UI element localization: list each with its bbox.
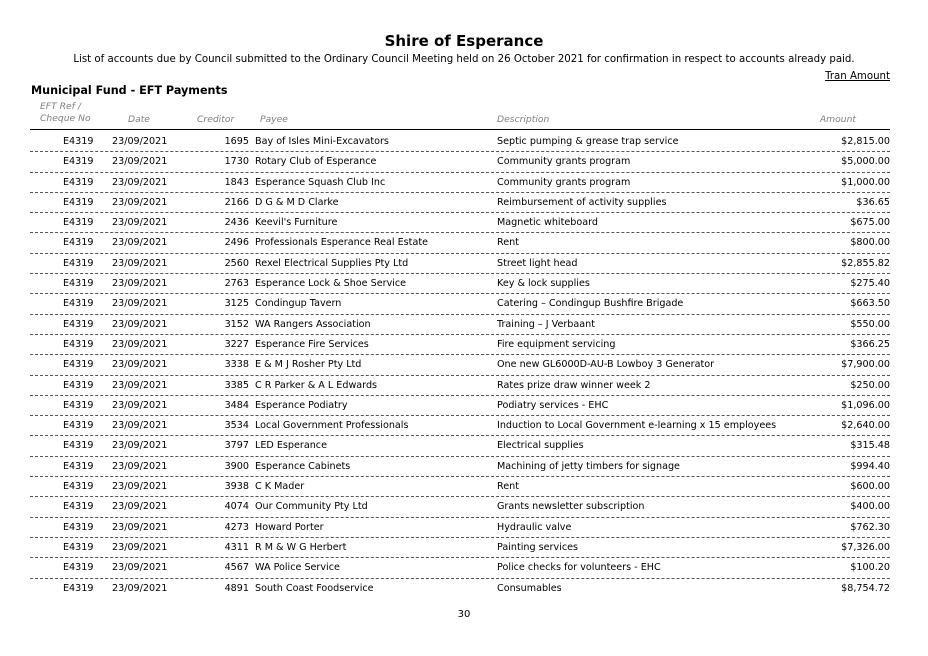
cell-amount: $762.30 (850, 521, 890, 533)
cell-amount: $36.65 (856, 196, 890, 208)
cell-ref: E4319 (63, 541, 94, 553)
cell-creditor: 4567 (224, 562, 249, 574)
cell-description: Induction to Local Government e-learning x 15 employees (497, 420, 777, 432)
cell-ref: E4319 (63, 359, 94, 371)
cell-description: Training – J Verbaant (497, 318, 595, 330)
table-row (0, 558, 928, 578)
column-header-ref: EFT Ref / Cheque No (40, 101, 91, 124)
table-row (0, 274, 928, 294)
cell-payee: R M & W G Herbert (255, 541, 347, 553)
cell-date: 23/09/2021 (112, 318, 168, 330)
table-row (0, 436, 928, 456)
cell-amount: $8,754.72 (841, 582, 890, 594)
table-row (0, 294, 928, 314)
tran-amount-label: Tran Amount (825, 71, 890, 82)
cell-amount: $2,640.00 (841, 420, 890, 432)
cell-amount: $663.50 (850, 298, 890, 310)
cell-amount: $100.20 (850, 562, 890, 574)
cell-description: Consumables (497, 582, 562, 594)
cell-date: 23/09/2021 (112, 196, 168, 208)
cell-date: 23/09/2021 (112, 136, 168, 147)
cell-payee: C R Parker & A L Edwards (255, 379, 378, 391)
cell-payee: Bay of Isles Mini-Excavators (255, 136, 389, 147)
cell-creditor: 4273 (224, 521, 249, 533)
cell-description: Reimbursement of activity supplies (497, 196, 667, 208)
cell-creditor: 3227 (224, 338, 249, 350)
cell-description: Rent (497, 481, 519, 493)
cell-description: Key & lock supplies (497, 278, 590, 290)
cell-ref: E4319 (63, 420, 94, 432)
cell-date: 23/09/2021 (112, 156, 168, 168)
cell-ref: E4319 (63, 298, 94, 310)
table-row (0, 518, 928, 538)
cell-ref: E4319 (63, 176, 94, 188)
table-row (0, 193, 928, 213)
cell-ref: E4319 (63, 379, 94, 391)
cell-amount: $250.00 (850, 379, 890, 391)
cell-ref: E4319 (63, 136, 94, 147)
cell-payee: Esperance Cabinets (255, 460, 351, 472)
cell-creditor: 3152 (224, 318, 249, 330)
cell-ref: E4319 (63, 460, 94, 472)
cell-description: One new GL6000D-AU-B Lowboy 3 Generator (497, 359, 715, 371)
column-header-date: Date (128, 114, 150, 125)
cell-date: 23/09/2021 (112, 237, 168, 249)
cell-creditor: 1730 (224, 156, 249, 168)
cell-ref: E4319 (63, 338, 94, 350)
cell-amount: $5,000.00 (841, 156, 890, 168)
cell-creditor: 2560 (224, 257, 249, 269)
table-row (0, 497, 928, 517)
cell-payee: Howard Porter (255, 521, 324, 533)
cell-date: 23/09/2021 (112, 298, 168, 310)
table-row (0, 355, 928, 375)
cell-amount: $800.00 (850, 237, 890, 249)
column-header-creditor: Creditor (197, 114, 235, 125)
cell-date: 23/09/2021 (112, 278, 168, 290)
cell-date: 23/09/2021 (112, 440, 168, 452)
cell-payee: Esperance Fire Services (255, 338, 369, 350)
table-row (0, 315, 928, 335)
cell-payee: Keevil's Furniture (255, 217, 338, 229)
cell-ref: E4319 (63, 318, 94, 330)
table-row (0, 335, 928, 355)
table-row (0, 457, 928, 477)
cell-creditor: 4891 (224, 582, 249, 594)
cell-description: Machining of jetty timbers for signage (497, 460, 680, 472)
cell-payee: Esperance Lock & Shoe Service (255, 278, 407, 290)
cell-ref: E4319 (63, 156, 94, 168)
cell-payee: Esperance Podiatry (255, 399, 348, 411)
document-title: Shire of Esperance (384, 32, 544, 50)
cell-date: 23/09/2021 (112, 176, 168, 188)
cell-description: Painting services (497, 541, 578, 553)
cell-date: 23/09/2021 (112, 338, 168, 350)
cell-date: 23/09/2021 (112, 257, 168, 269)
cell-ref: E4319 (63, 237, 94, 249)
cell-date: 23/09/2021 (112, 460, 168, 472)
cell-amount: $400.00 (850, 501, 890, 513)
cell-description: Street light head (497, 257, 578, 269)
cell-ref: E4319 (63, 501, 94, 513)
cell-creditor: 3797 (224, 440, 249, 452)
cell-creditor: 1695 (224, 136, 249, 147)
cell-creditor: 3338 (224, 359, 249, 371)
cell-date: 23/09/2021 (112, 501, 168, 513)
cell-amount: $550.00 (850, 318, 890, 330)
cell-creditor: 3534 (224, 420, 249, 432)
cell-ref: E4319 (63, 278, 94, 290)
cell-amount: $675.00 (850, 217, 890, 229)
cell-description: Magnetic whiteboard (497, 217, 598, 229)
cell-creditor: 3125 (224, 298, 249, 310)
payments-table (0, 132, 928, 599)
cell-date: 23/09/2021 (112, 481, 168, 493)
cell-ref: E4319 (63, 257, 94, 269)
cell-ref: E4319 (63, 217, 94, 229)
table-row (0, 416, 928, 436)
cell-creditor: 3900 (224, 460, 249, 472)
cell-payee: D G & M D Clarke (255, 196, 339, 208)
cell-payee: E & M J Rosher Pty Ltd (255, 359, 362, 371)
cell-description: Catering – Condingup Bushfire Brigade (497, 298, 684, 310)
table-row (0, 213, 928, 233)
table-header (0, 101, 928, 127)
cell-amount: $1,096.00 (841, 399, 890, 411)
cell-date: 23/09/2021 (112, 582, 168, 594)
cell-date: 23/09/2021 (112, 541, 168, 553)
header-rule (30, 129, 890, 130)
cell-ref: E4319 (63, 562, 94, 574)
column-header-description: Description (497, 114, 550, 125)
document-subtitle: List of accounts due by Council submitted to the Ordinary Council Meeting held on 26 October 2021 for confirmation in respect to accounts already paid. (73, 54, 855, 65)
cell-creditor: 3484 (224, 399, 249, 411)
table-row (0, 233, 928, 253)
cell-description: Grants newsletter subscription (497, 501, 645, 513)
cell-ref: E4319 (63, 582, 94, 594)
cell-amount: $275.40 (850, 278, 890, 290)
cell-payee: Rexel Electrical Supplies Pty Ltd (255, 257, 409, 269)
cell-ref: E4319 (63, 440, 94, 452)
cell-description: Rent (497, 237, 519, 249)
table-row (0, 173, 928, 193)
cell-description: Community grants program (497, 156, 631, 168)
column-header-amount: Amount (819, 114, 856, 125)
table-row (0, 376, 928, 396)
cell-creditor: 4311 (224, 541, 249, 553)
table-row (0, 152, 928, 172)
cell-payee: C K Mader (255, 481, 305, 493)
cell-description: Electrical supplies (497, 440, 584, 452)
cell-creditor: 2496 (224, 237, 249, 249)
page-number: 30 (457, 609, 471, 620)
cell-amount: $2,815.00 (841, 136, 890, 147)
table-row (0, 396, 928, 416)
cell-payee: Professionals Esperance Real Estate (255, 237, 428, 249)
cell-description: Rates prize draw winner week 2 (497, 379, 651, 391)
cell-amount: $994.40 (850, 460, 890, 472)
cell-ref: E4319 (63, 521, 94, 533)
table-row (0, 254, 928, 274)
cell-creditor: 2763 (224, 278, 249, 290)
cell-payee: LED Esperance (255, 440, 327, 452)
cell-date: 23/09/2021 (112, 420, 168, 432)
cell-date: 23/09/2021 (112, 521, 168, 533)
cell-amount: $7,326.00 (841, 541, 890, 553)
cell-payee: Rotary Club of Esperance (255, 156, 377, 168)
fund-heading: Municipal Fund - EFT Payments (31, 84, 228, 97)
cell-payee: WA Rangers Association (255, 318, 371, 330)
table-row (0, 579, 928, 599)
cell-creditor: 4074 (224, 501, 249, 513)
cell-amount: $600.00 (850, 481, 890, 493)
cell-creditor: 1843 (224, 176, 249, 188)
table-row (0, 538, 928, 558)
cell-payee: Condingup Tavern (255, 298, 342, 310)
cell-ref: E4319 (63, 399, 94, 411)
cell-payee: Local Government Professionals (255, 420, 409, 432)
cell-description: Hydraulic valve (497, 521, 572, 533)
cell-description: Podiatry services - EHC (497, 399, 609, 411)
column-header-payee: Payee (260, 114, 288, 125)
cell-date: 23/09/2021 (112, 217, 168, 229)
cell-description: Fire equipment servicing (497, 338, 616, 350)
cell-creditor: 3385 (224, 379, 249, 391)
cell-creditor: 2436 (224, 217, 249, 229)
cell-amount: $366.25 (850, 338, 890, 350)
table-row (0, 132, 928, 152)
cell-payee: South Coast Foodservice (255, 582, 374, 594)
cell-amount: $7,900.00 (841, 359, 890, 371)
cell-description: Police checks for volunteers - EHC (497, 562, 661, 574)
cell-creditor: 3938 (224, 481, 249, 493)
cell-date: 23/09/2021 (112, 359, 168, 371)
cell-amount: $2,855.82 (841, 257, 890, 269)
cell-ref: E4319 (63, 481, 94, 493)
cell-ref: E4319 (63, 196, 94, 208)
cell-amount: $1,000.00 (841, 176, 890, 188)
cell-amount: $315.48 (850, 440, 890, 452)
cell-date: 23/09/2021 (112, 562, 168, 574)
cell-payee: WA Police Service (255, 562, 340, 574)
cell-description: Septic pumping & grease trap service (497, 136, 679, 147)
table-row (0, 477, 928, 497)
cell-payee: Our Community Pty Ltd (255, 501, 368, 513)
cell-creditor: 2166 (224, 196, 249, 208)
cell-date: 23/09/2021 (112, 399, 168, 411)
cell-date: 23/09/2021 (112, 379, 168, 391)
cell-description: Community grants program (497, 176, 631, 188)
cell-payee: Esperance Squash Club Inc (255, 176, 386, 188)
